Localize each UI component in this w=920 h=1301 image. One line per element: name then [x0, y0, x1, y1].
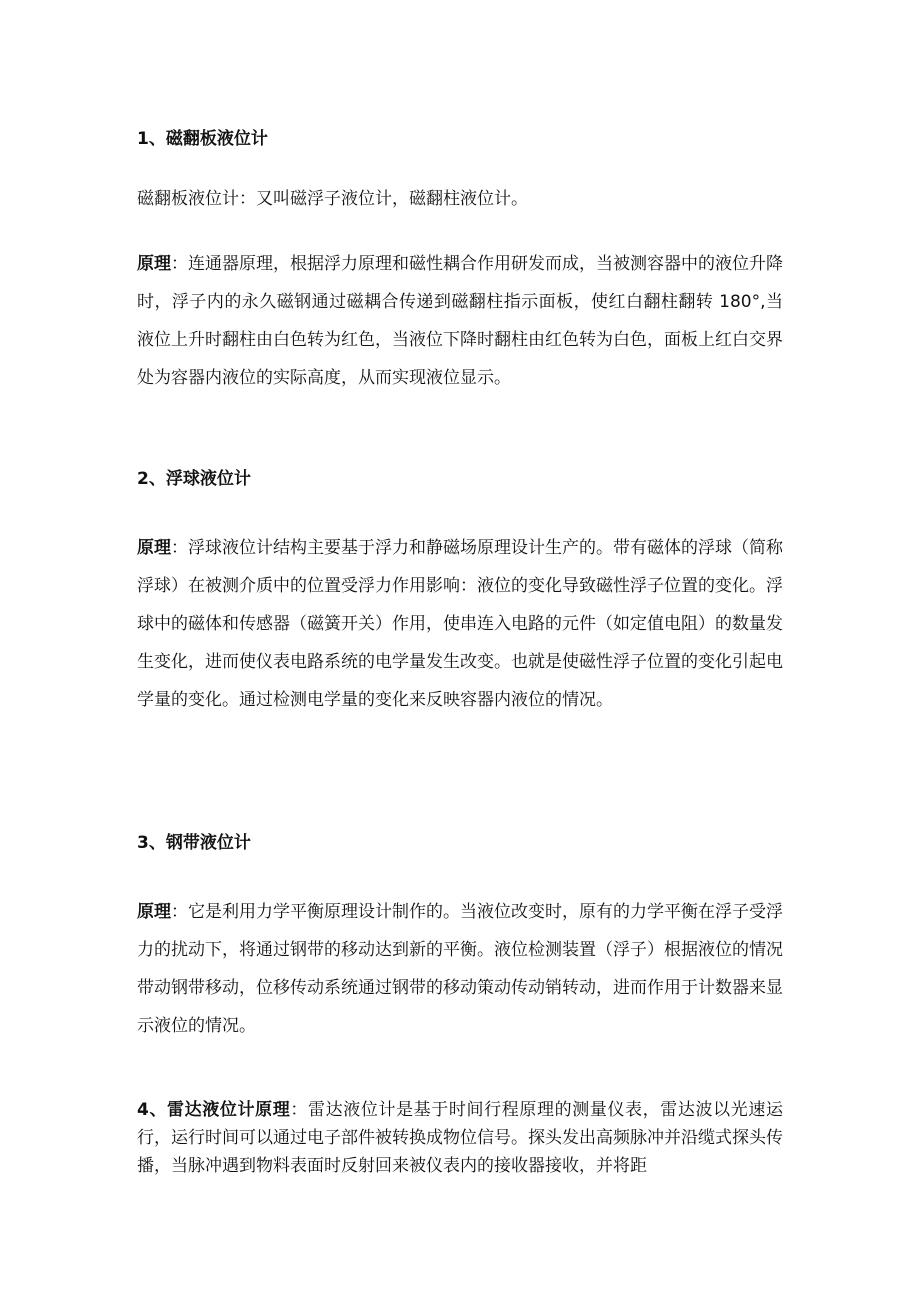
section-2-principle-label: 原理 — [137, 538, 171, 558]
section-2-heading: 2、浮球液位计 — [137, 469, 251, 489]
section-4-principle-text: ：雷达液位计是基于时间行程原理的测量仪表，雷达波以光速运行，运行时间可以通过电子部件被转换成物位信号。探头发出高频脉冲并沿缆式探头传播，当脉冲遇到物料表面时反射回来被仪表内的接收器接收，并将距 — [137, 1100, 783, 1176]
section-1-heading: 1、磁翻板液位计 — [137, 129, 268, 149]
section-3-principle-label: 原理 — [137, 902, 171, 922]
section-3-principle-text: ：它是利用力学平衡原理设计制作的。当液位改变时，原有的力学平衡在浮子受浮力的扰动下，将通过钢带的移动达到新的平衡。液位检测装置（浮子）根据液位的情况带动钢带移动，位移传动系统通过钢带的移动策动传动销转动，进而作用于计数器来显示液位的情况。 — [137, 902, 783, 1036]
section-1-principle-label: 原理 — [137, 254, 171, 274]
section-4-principle-label: 4、雷达液位计原理 — [137, 1100, 291, 1120]
section-1-intro: 磁翻板液位计：又叫磁浮子液位计，磁翻柱液位计。 — [137, 189, 528, 209]
section-3-principle — [137, 893, 783, 1045]
section-3-heading: 3、钢带液位计 — [137, 833, 251, 853]
section-2-principle-text: ：浮球液位计结构主要基于浮力和静磁场原理设计生产的。带有磁体的浮球（简称浮球）在被测介质中的位置受浮力作用影响：液位的变化导致磁性浮子位置的变化。浮球中的磁体和传感器（磁簧开关）作用，使串连入电路的元件（如定值电阻）的数量发生变化，进而使仪表电路系统的电学量发生改变。也就是使磁性浮子位置的变化引起电学量的变化。通过检测电学量的变化来反映容器内液位的情况。 — [137, 538, 783, 710]
section-1-principle-text: ：连通器原理，根据浮力原理和磁性耦合作用研发而成，当被测容器中的液位升降时，浮子内的永久磁钢通过磁耦合传递到磁翻柱指示面板，使红白翻柱翻转 180°,当液位上升时翻柱由白色转为红色，当液位下降时翻柱由红色转为白色，面板上红白交界处为容器内液位的实际高度，从而实现液位显示。 — [137, 254, 783, 388]
section-4-principle — [137, 1096, 783, 1180]
section-1-principle — [137, 245, 783, 397]
section-2-principle — [137, 529, 783, 719]
